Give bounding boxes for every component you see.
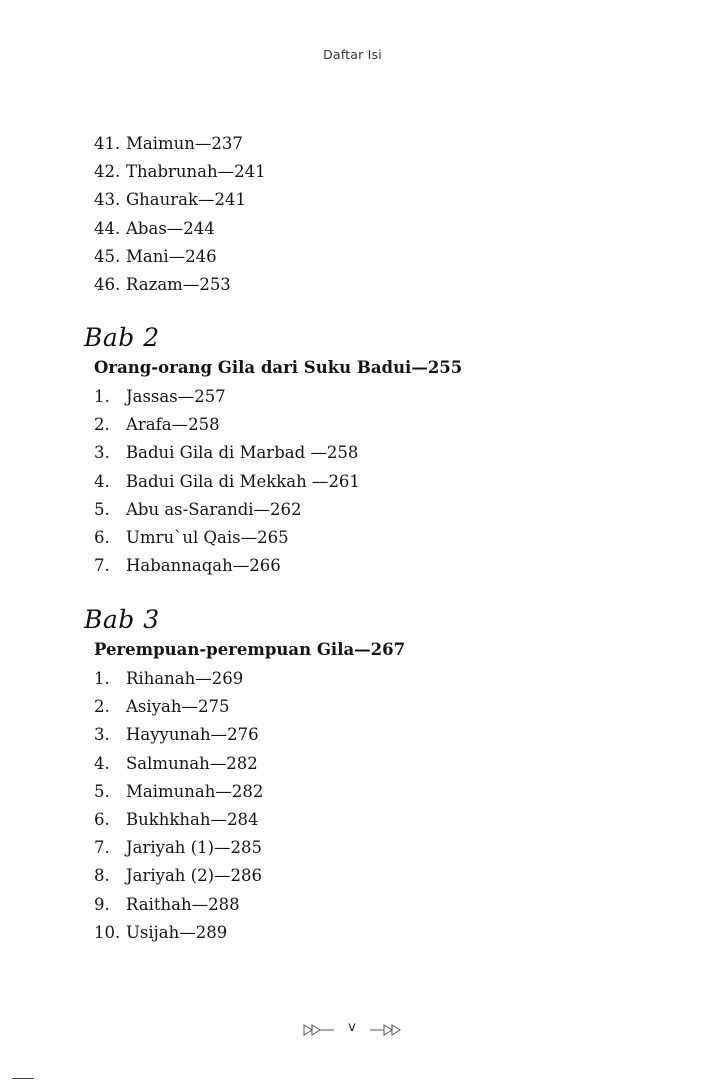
toc-entry bbox=[94, 806, 263, 834]
toc-entry bbox=[94, 524, 360, 552]
entry-number: 43. bbox=[94, 190, 121, 210]
toc-entry bbox=[94, 215, 266, 243]
entry-text: Abas—244 bbox=[126, 218, 215, 238]
entry-number: 5. bbox=[94, 781, 110, 801]
entry-text: Habannaqah—266 bbox=[126, 556, 281, 576]
entry-number: 8. bbox=[94, 866, 110, 886]
entry-text: Jariyah (1)—285 bbox=[126, 838, 263, 858]
entry-number: 6. bbox=[94, 809, 110, 829]
toc-list-bab-3 bbox=[94, 665, 263, 947]
entry-number: 4. bbox=[94, 471, 110, 491]
entry-text: Umru`ul Qais—265 bbox=[126, 527, 289, 547]
toc-entry bbox=[94, 496, 360, 524]
entry-number: 7. bbox=[94, 556, 110, 576]
entry-number: 6. bbox=[94, 527, 110, 547]
toc-entry bbox=[94, 411, 360, 439]
entry-text: Badui Gila di Marbad —258 bbox=[126, 443, 359, 463]
toc-entry bbox=[94, 439, 360, 467]
toc-entry bbox=[94, 750, 263, 778]
entry-number: 5. bbox=[94, 499, 110, 519]
entry-text: Raithah—288 bbox=[126, 894, 240, 914]
entry-text: Hayyunah—276 bbox=[126, 725, 259, 745]
entry-number: 9. bbox=[94, 894, 110, 914]
toc-list-bab-2 bbox=[94, 383, 360, 580]
toc-entry bbox=[94, 130, 266, 158]
page-edge-mark bbox=[12, 1078, 34, 1079]
entry-text: Bukhkhah—284 bbox=[126, 809, 259, 829]
chapter-label-bab-2: Bab 2 bbox=[84, 323, 160, 352]
entry-text: Badui Gila di Mekkah —261 bbox=[126, 471, 360, 491]
entry-number: 44. bbox=[94, 218, 121, 238]
entry-text: Thabrunah—241 bbox=[126, 162, 266, 182]
entry-text: Asiyah—275 bbox=[126, 697, 230, 717]
toc-entry bbox=[94, 665, 263, 693]
toc-entry bbox=[94, 186, 266, 214]
entry-text: Maimun—237 bbox=[126, 134, 243, 153]
toc-entry bbox=[94, 693, 263, 721]
entry-text: Mani—246 bbox=[126, 246, 217, 266]
entry-text: Rihanah—269 bbox=[126, 669, 244, 688]
entry-text: Abu as-Sarandi—262 bbox=[126, 499, 302, 519]
toc-entry bbox=[94, 778, 263, 806]
entry-text: Jassas—257 bbox=[126, 387, 226, 406]
entry-text: Ghaurak—241 bbox=[126, 190, 246, 210]
entry-number: 46. bbox=[94, 274, 121, 294]
entry-text: Arafa—258 bbox=[126, 415, 220, 435]
entry-number: 45. bbox=[94, 246, 121, 266]
entry-number: 41. bbox=[94, 134, 121, 153]
chapter-title-bab-2: Orang-orang Gila dari Suku Badui—255 bbox=[94, 358, 463, 377]
page-number: v bbox=[348, 1020, 356, 1035]
toc-entry bbox=[94, 271, 266, 299]
toc-entry bbox=[94, 721, 263, 749]
entry-number: 2. bbox=[94, 697, 110, 717]
entry-text: Jariyah (2)—286 bbox=[126, 866, 263, 886]
entry-number: 1. bbox=[94, 387, 110, 406]
toc-entry bbox=[94, 243, 266, 271]
entry-number: 3. bbox=[94, 443, 110, 463]
entry-text: Salmunah—282 bbox=[126, 753, 258, 773]
toc-entry bbox=[94, 891, 263, 919]
entry-number: 1. bbox=[94, 669, 110, 688]
toc-list-continued bbox=[94, 130, 266, 299]
entry-number: 2. bbox=[94, 415, 110, 435]
entry-text: Maimunah—282 bbox=[126, 781, 264, 801]
toc-entry bbox=[94, 862, 263, 890]
toc-entry bbox=[94, 383, 360, 411]
chapter-label-bab-3: Bab 3 bbox=[84, 605, 160, 634]
toc-entry bbox=[94, 919, 263, 947]
entry-text: Usijah—289 bbox=[126, 922, 228, 942]
entry-text: Razam—253 bbox=[126, 274, 231, 294]
double-arrow-right-icon bbox=[369, 1023, 401, 1037]
entry-number: 3. bbox=[94, 725, 110, 745]
double-arrow-right-icon bbox=[303, 1023, 335, 1037]
chapter-title-bab-3: Perempuan-perempuan Gila—267 bbox=[94, 640, 406, 659]
entry-number: 7. bbox=[94, 838, 110, 858]
toc-entry bbox=[94, 834, 263, 862]
page-footer bbox=[0, 1019, 705, 1041]
toc-entry bbox=[94, 468, 360, 496]
entry-number: 10. bbox=[94, 922, 121, 942]
toc-entry bbox=[94, 552, 360, 580]
entry-number: 42. bbox=[94, 162, 121, 182]
toc-entry bbox=[94, 158, 266, 186]
entry-number: 4. bbox=[94, 753, 110, 773]
running-header: Daftar Isi bbox=[323, 47, 382, 62]
